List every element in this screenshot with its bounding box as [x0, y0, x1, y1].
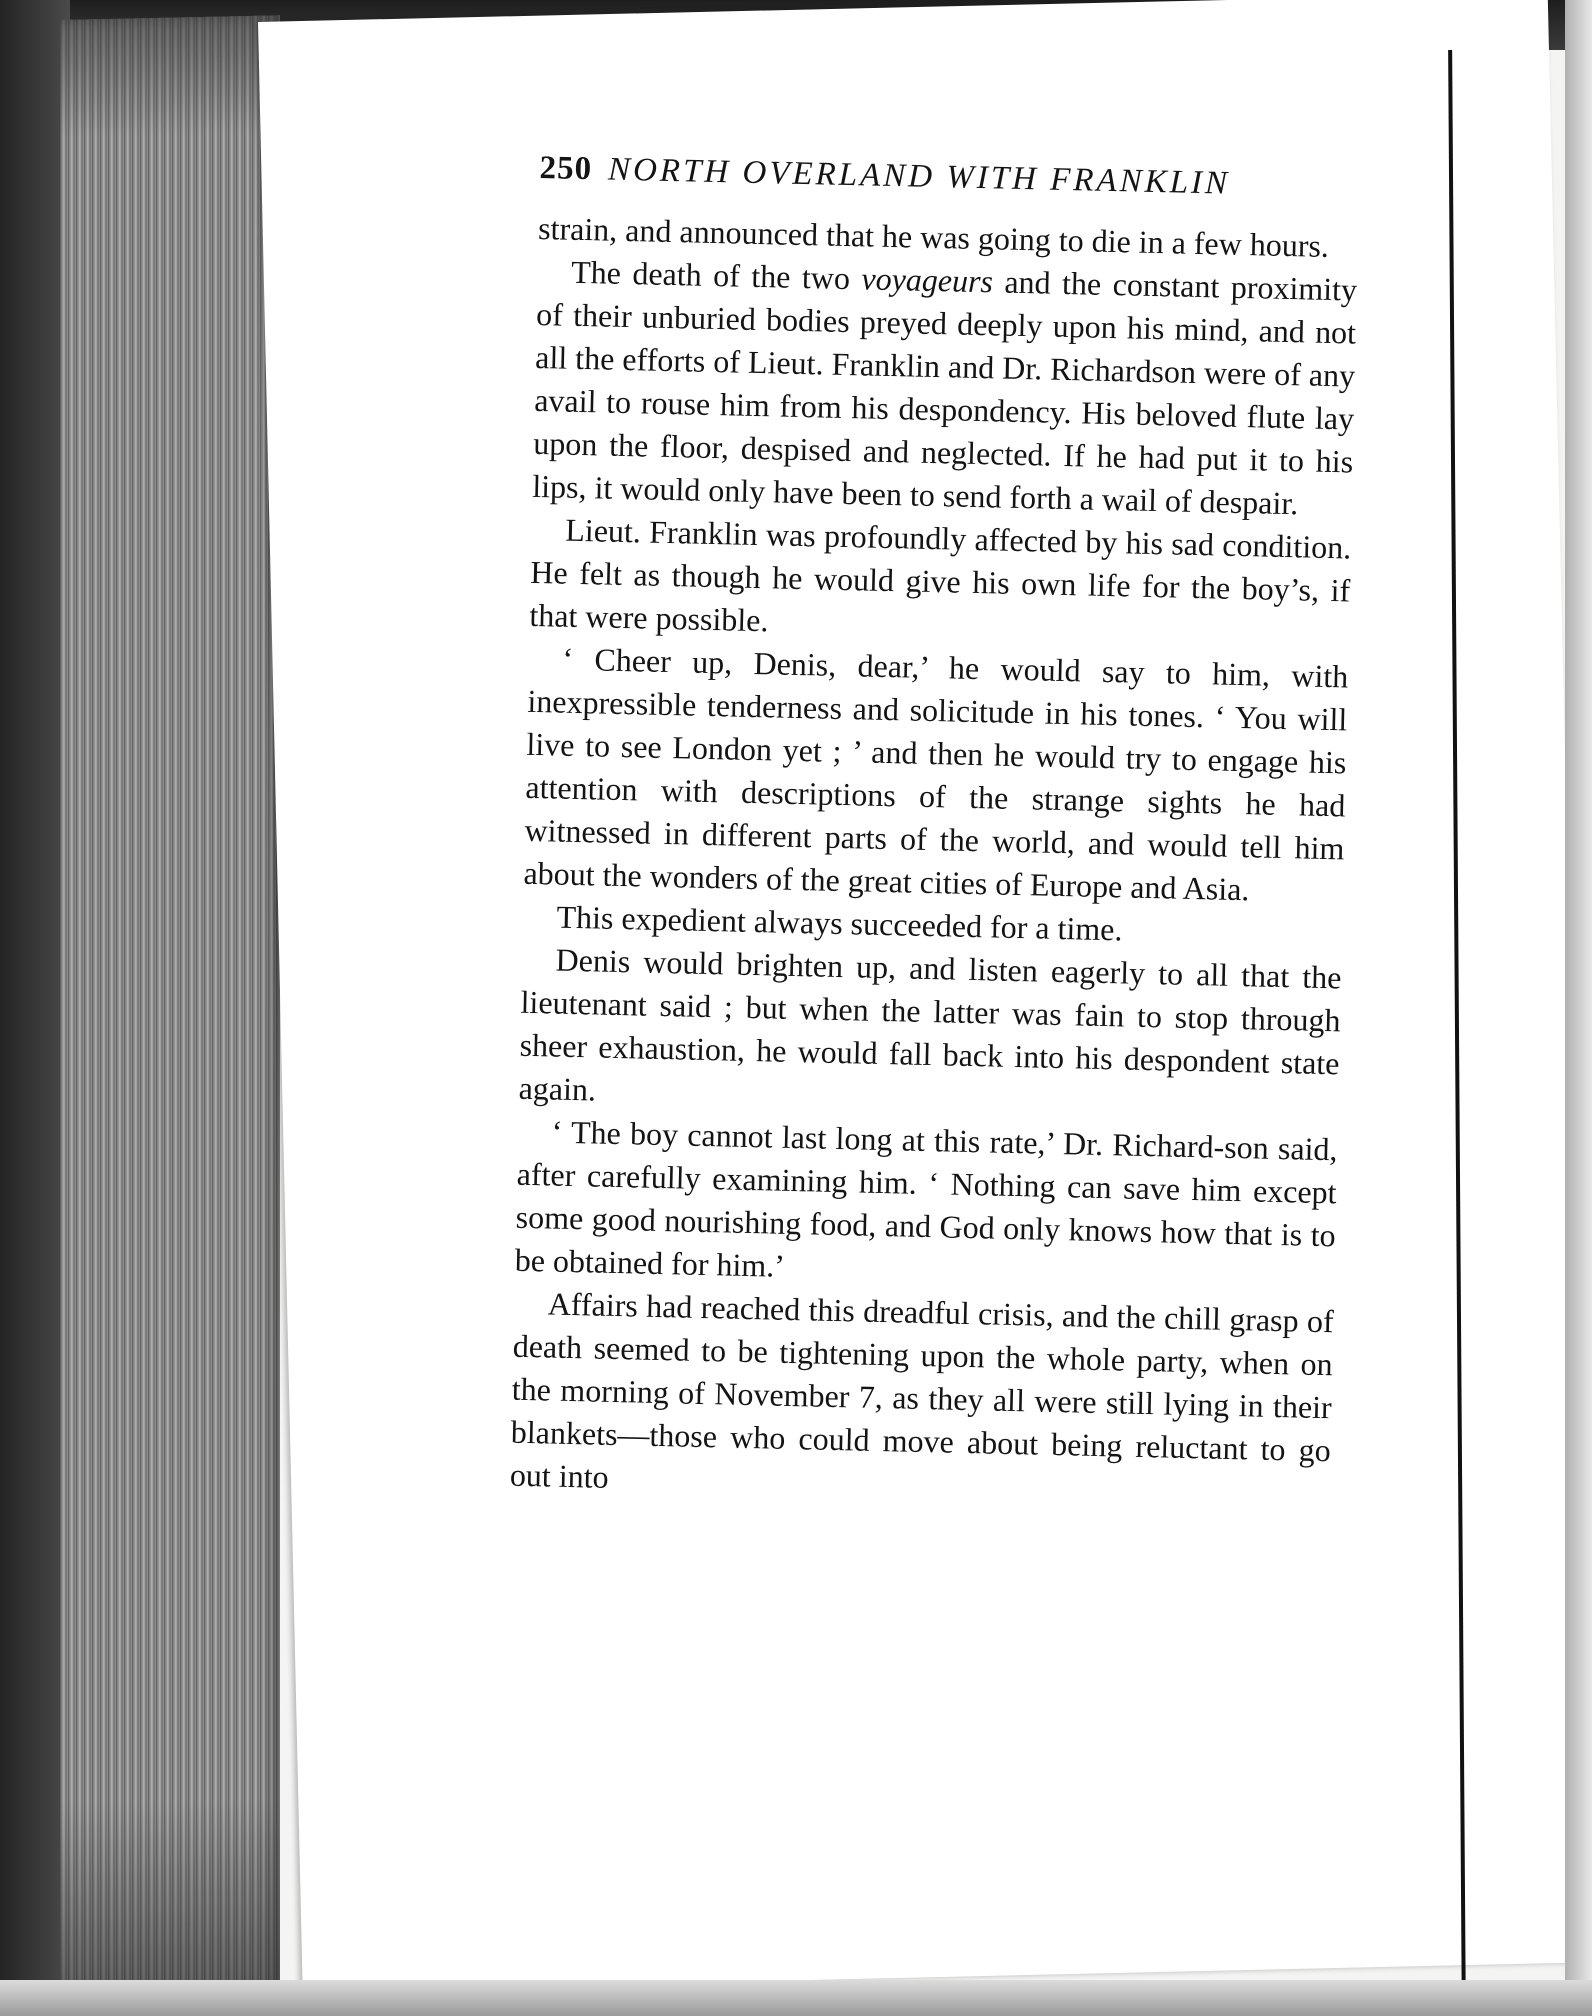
- page-number: 250: [539, 150, 593, 188]
- paragraph-7: ‘ The boy cannot last long at this rate,’ Dr. Richard-son said, after carefully examining him. ‘ Nothing can save him except some good nourishing food, and God only knows how that is to be obtained for him.’: [514, 1113, 1338, 1284]
- paragraph-2-italic-word: voyageurs: [861, 260, 994, 300]
- paragraph-8: Affairs had reached this dreadful crisis, and the chill grasp of death seemed to be tightening upon the whole party, when on the morning of November 7, as they all were still lying in their blankets—those who could move about being reluctant to go out into: [509, 1285, 1335, 1495]
- paragraph-2-part-2: and the constant proximity of their unburied bodies preyed deeply upon his mind, and not all the efforts of Lieut. Franklin and Dr. Richardson were of any avail to rouse him from his despondency. His beloved flute lay upon the floor, despised and neglected. If he had put it to his lips, it would only have been to send forth a wail of despair.: [531, 263, 1358, 522]
- paragraph-4: ‘ Cheer up, Denis, dear,’ he would say to him, with inexpressible tenderness and solicitude in his tones. ‘ You will live to see London yet ; ’ and then he would try to engage his attention with descriptions of the strange sights he had witnessed in different parts of the world, and would tell him about the wonders of the great cities of Europe and Asia.: [523, 640, 1349, 908]
- book-page-edges: [60, 15, 280, 2000]
- paragraph-2: [532, 250, 1358, 527]
- paragraph-2-part-1: The death of the two: [570, 253, 862, 297]
- page-text-block: [509, 150, 1359, 1515]
- paragraph-3: Lieut. Franklin was profoundly affected by his sad condition. He felt as though he would give his own life for the boy’s, if that were possible.: [529, 511, 1352, 639]
- running-title: NORTH OVERLAND WITH FRANKLIN: [607, 151, 1231, 202]
- paragraph-5: This expedient always succeeded for a time.: [556, 898, 1123, 948]
- facing-page-edge: [1565, 0, 1592, 2016]
- scan-background-bottom: [0, 1980, 1592, 2016]
- paragraph-1: strain, and announced that he was going to die in a few hours.: [537, 209, 1330, 264]
- paragraph-6: Denis would brighten up, and listen eagerly to all that the lieutenant said ; but when the latter was fain to stop through sheer exhaustion, he would fall back into his despondent state again.: [518, 941, 1342, 1108]
